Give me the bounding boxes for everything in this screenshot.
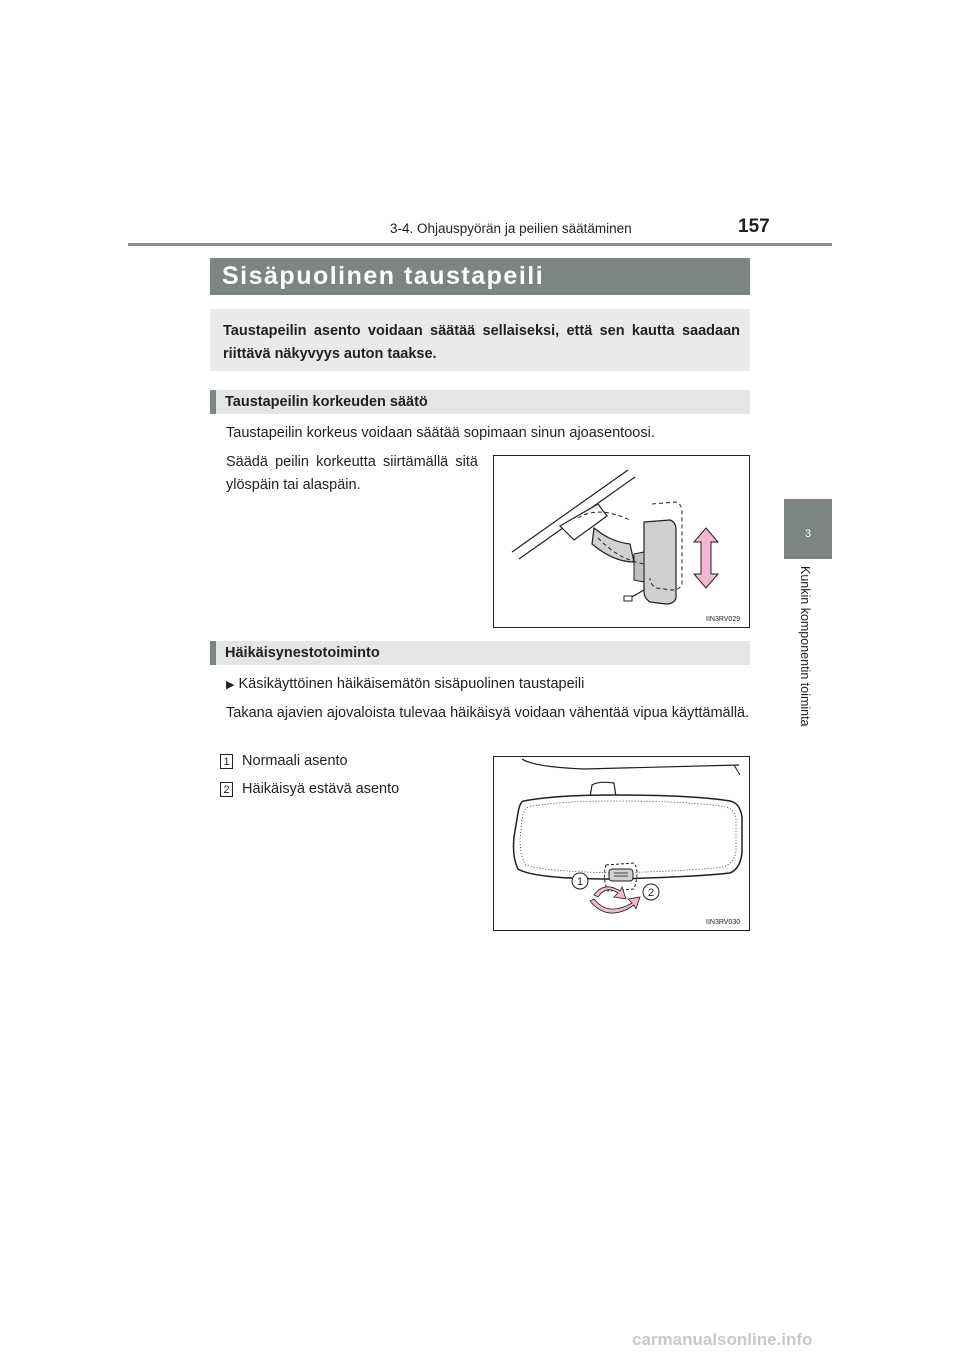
- callout-1: 1: [576, 876, 584, 888]
- chapter-tab: [784, 499, 832, 559]
- running-header-section: 3-4. Ohjauspyörän ja peilien säätäminen: [390, 221, 632, 236]
- mirror-height-illustration: [494, 456, 749, 627]
- list-item: [220, 750, 348, 773]
- antiglare-description: Takana ajavien ajovaloista tulevaa häikäisyä voidaan vähentää vipua käyttämällä.: [226, 705, 750, 721]
- figure-code: IIN3RV029: [706, 616, 741, 623]
- summary-box: [210, 309, 750, 371]
- chapter-label: Kunkin komponentin toiminta: [798, 566, 812, 727]
- callout-2: 2: [647, 887, 655, 899]
- chapter-number: 3: [804, 528, 812, 540]
- figure-code: IIN3RV030: [706, 919, 741, 926]
- antiglare-bullet-text: Käsikäyttöinen häikäisemätön sisäpuolinen taustapeili: [238, 676, 585, 692]
- item-number-box: 2: [220, 782, 233, 797]
- page-number: 157: [738, 216, 770, 237]
- height-instruction-text: Säädä peilin korkeutta siirtämällä sitä ylöspäin tai alaspäin.: [226, 454, 478, 493]
- header-divider: [128, 243, 832, 246]
- figure-mirror-height: [493, 455, 750, 628]
- list-item: [220, 778, 399, 801]
- section-heading-antiglare: Häikäisynestotoiminto: [210, 641, 750, 665]
- summary-text: Taustapeilin asento voidaan säätää sellaiseksi, että sen kautta saadaan riittävä näkyvyys auton taakse.: [223, 323, 740, 362]
- figure-mirror-antiglare: [493, 756, 750, 931]
- section-heading-height: Taustapeilin korkeuden säätö: [210, 390, 750, 414]
- height-intro-text: Taustapeilin korkeus voidaan säätää sopimaan sinun ajoasentoosi.: [226, 425, 655, 441]
- item-label: Häikäisyä estävä asento: [242, 781, 400, 797]
- item-label: Normaali asento: [242, 753, 348, 769]
- bullet-triangle-icon: ▶: [226, 679, 235, 691]
- watermark: carmanualsonline.info: [632, 1330, 813, 1349]
- page-title: Sisäpuolinen taustapeili: [210, 258, 750, 295]
- antiglare-bullet: [226, 673, 750, 697]
- mirror-antiglare-illustration: [494, 757, 749, 930]
- item-number-box: 1: [220, 754, 233, 769]
